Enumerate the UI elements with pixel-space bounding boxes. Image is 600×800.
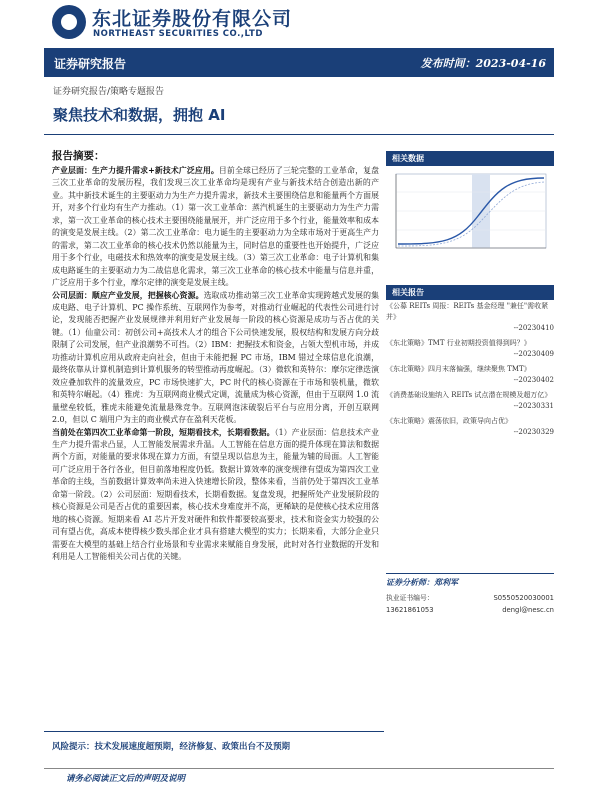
footer-divider xyxy=(44,768,554,769)
list-item[interactable] xyxy=(386,338,554,360)
risk-warning: 风险提示：技术发展速度超预期，经济修复、政策出台不及预期 xyxy=(52,742,291,752)
risk-divider xyxy=(44,731,384,732)
report-date: --20230409 xyxy=(513,350,554,358)
s-curve-line-secondary xyxy=(398,182,544,246)
summary-paragraph-1 xyxy=(52,165,379,290)
related-reports-header: 相关报告 xyxy=(386,285,554,300)
company-name-en: NORTHEAST SECURITIES CO.,LTD xyxy=(93,29,263,39)
summary-body xyxy=(52,165,379,564)
breadcrumb: 证券研究报告/策略专题报告 xyxy=(53,87,165,97)
paragraph-1-text: 目前全球已经历了三轮完整的工业革命，复盘三次工业革命的发展历程，我们发现三次工业革命均是现有产业与新技术结合创造出新的产业。其中新技术诞生的主要驱动力为生产力提升需求，新技术主要围绕信息和能量两个方面展开，对多个行业均有生产力推动。（1）第一次工业革命：蒸汽机诞生的主要驱动力为生产力需求，第一次工业革命的核心技术主要围绕能量展开，并广泛应用于多个行业，能量效率和成本的演变是发展主线。（2）第二次工业革命：电力诞生的主要驱动力为全球市场对于更高生产力的需求，第二次工业革命的核心技术仍然以能量为主，同时信息的重要性也开始提升，广泛应用于多个行业，电磁技术和热效率的演变是发展主线。（3）第三次工业革命：电子计算机和集成电路诞生的主要驱动力为二战信息化需求，第三次工业革命的核心技术中能量与信息并重，广泛应用于多个行业，摩尔定律的演变是发展主线。 xyxy=(52,166,379,288)
paragraph-2-label: 公司层面：顺应产业发展，把握核心资源。 xyxy=(52,290,204,300)
report-title: 《消费基础设施纳入 REITs 试点潜在规模及超万亿》 xyxy=(386,391,552,399)
page-title: 聚焦技术和数据，拥抱 AI xyxy=(53,106,226,124)
license-label: 执业证书编号： xyxy=(386,594,434,602)
report-title: 《东北策略》TMT 行业初期投资值得到吗？》 xyxy=(386,339,531,347)
publish-date: 发布时间：2023-04-16 xyxy=(420,57,546,70)
report-title: 《公募 REITs 周报：REITs 基金经理 "兼任"需收紧并》 xyxy=(386,302,549,321)
analyst-divider xyxy=(386,573,554,574)
list-item[interactable] xyxy=(386,416,554,438)
report-date: --20230329 xyxy=(513,428,554,436)
paragraph-3-label: 当前处在第四次工业革命第一阶段，短期看技术，长期看数据。 xyxy=(52,427,275,437)
report-type-label: 证券研究报告 xyxy=(54,57,127,71)
license-row xyxy=(386,592,554,604)
list-item[interactable] xyxy=(386,390,554,412)
email-link[interactable]: dengl@nesc.cn xyxy=(502,606,554,614)
analyst-name: 证券分析师：郑利军 xyxy=(386,577,458,587)
report-date: --20230331 xyxy=(513,402,554,410)
contact-row xyxy=(386,604,554,616)
paragraph-2-text: 选取成功推动第三次工业革命实现跨越式发展的集成电路、电子计算机、PC 操作系统、互联网作为参考，对推动行业崛起的代表性公司进行讨论，发现能否把握产业发展规律并利用好产业发展每一阶段的核心资源是成功与否占优的关键。（1）仙童公司：初创公司+高技术人才的组合下公司快速发展，股权结构和发展方向分歧限制了公司发展，但产业浪潮势不可挡。（2）IBM：把握技术和资金，占领大型机市场，并成功推动计算机应用从政府走向社会，但由于未能把握 PC 市场，IBM 错过全球信息化浪潮，最终依靠从计算机制造到计算机服务的转型推动再度崛起。（3）微软和英特尔：摩尔定律迭演效应叠加软件的流量效应，PC 市场快速扩大，PC 时代的核心资源在于市场和装机量，微软和英特尔崛起。（4）雅虎：为互联网商业模式定调，流量成为核心资源，但由于互联网 1.0 流量壁垒较低，雅虎未能避免流量悬殊竞争。互联网泡沫破裂后平台与应用分离，开创互联网 2.0，但以 C 端用户为主的商业模式存在盈利天花板。 xyxy=(52,290,379,425)
title-divider xyxy=(44,134,554,135)
license-number: S0550520030001 xyxy=(493,594,554,602)
list-item[interactable] xyxy=(386,364,554,386)
company-logo-icon xyxy=(52,5,86,39)
paragraph-1-label: 产业层面：生产力提升需求+新技术广泛应用。 xyxy=(52,166,219,175)
paragraph-3-text: （1）产业层面：信息技术产业生产力提升需求凸显，人工智能发展需求升温。人工智能在信息方面的提升体现在算法和数据两个方面，对能量的要求体现在算力方面，有望呈现以信息为主，能量为辅的局面。人工智能可广泛应用于各行各业，但目前落地程度仍低。数据计算效率的演变规律有望成为第四次工业革命的主线，当前数据计算效率尚未进入快速增长阶段，整体来看，当前仍处于第四次工业革命第一阶段。（2）公司层面：短期看技术，长期看数据。复盘发现，把握所处产业发展阶段的核心资源是公司是否占优的重要因素，核心技术身难度并不高，更稀缺的是使核心技术应用落地的核心资源。短期来看 AI 芯片开发对硬件和软件都要较高要求，技术和资金实力较强的公司有望占优，高成本使得核少数头部企业才具有搭建大模型的实力；长期来看，大部分企业只需要在大模型的基础上结合行业场景和专业需求来赋能自身发展，此时对各行业数据的开发和利用是人工智能相关公司占优的关键。 xyxy=(52,427,379,562)
report-date: --20230402 xyxy=(513,376,554,384)
company-name-cn: 东北证券股份有限公司 xyxy=(92,8,293,30)
summary-paragraph-2 xyxy=(52,290,379,427)
report-title: 《东北策略》四月末落偏强，继续聚焦 TMT》 xyxy=(386,365,531,373)
list-item[interactable] xyxy=(386,301,554,334)
related-data-header: 相关数据 xyxy=(386,151,554,166)
report-date: --20230410 xyxy=(513,324,554,332)
related-reports-list xyxy=(386,301,554,442)
summary-paragraph-3 xyxy=(52,427,379,564)
report-title: 《东北策略》震荡依旧，政策导向占优》 xyxy=(386,417,512,425)
phone-number: 13621861053 xyxy=(386,606,434,614)
analyst-contact xyxy=(386,592,554,616)
footer-disclaimer: 请务必阅读正文后的声明及说明 xyxy=(66,774,186,784)
summary-heading: 报告摘要： xyxy=(52,150,105,162)
related-data-chart xyxy=(388,170,552,266)
